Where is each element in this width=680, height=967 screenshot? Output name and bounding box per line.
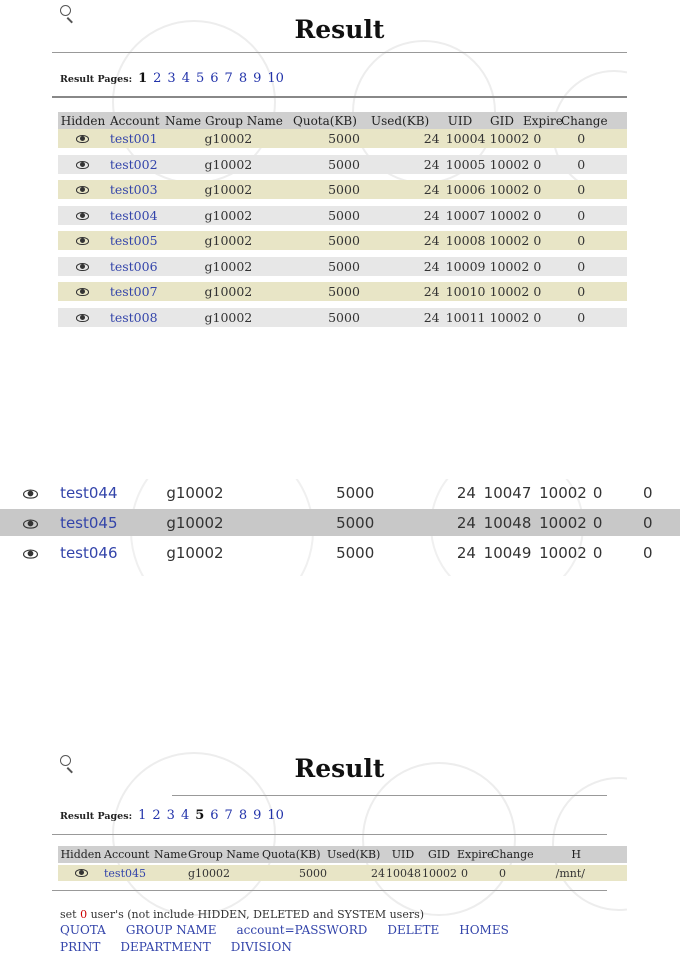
hidden-cell[interactable] — [58, 284, 108, 299]
quota-cell: 5000 — [336, 513, 375, 532]
change-cell: 0 — [577, 207, 586, 223]
page-link-5[interactable]: 5 — [195, 71, 205, 86]
table-row[interactable] — [58, 129, 627, 148]
hidden-cell[interactable] — [58, 131, 108, 146]
table-row[interactable] — [58, 206, 627, 225]
group-cell: g10002 — [204, 156, 253, 172]
home-cell: /mnt/ — [555, 866, 585, 880]
uid-cell: 10007 — [445, 207, 486, 223]
hidden-cell[interactable] — [0, 514, 60, 532]
used-cell: 24 — [371, 866, 385, 880]
page-link-10[interactable]: 10 — [267, 808, 284, 823]
page-link-9[interactable]: 9 — [253, 71, 262, 86]
page-link-8[interactable]: 8 — [238, 808, 248, 823]
pagination — [60, 808, 290, 823]
divider — [52, 52, 627, 53]
account-link[interactable]: test002 — [109, 156, 158, 172]
page-link-3[interactable]: 3 — [167, 71, 176, 86]
quota-cell: 5000 — [328, 284, 360, 299]
used-cell: 24 — [423, 258, 440, 274]
quota-cell: 5000 — [336, 483, 375, 502]
eye-icon[interactable] — [75, 868, 88, 877]
account-link[interactable]: test004 — [109, 207, 158, 223]
result-panel-1 — [52, 0, 627, 340]
group-cell: g10002 — [204, 207, 253, 223]
gid-cell: 10002 — [489, 182, 530, 197]
col-hidden[interactable]: Hidden — [60, 113, 106, 128]
gid-cell: 10002 — [489, 131, 530, 146]
table-row[interactable] — [58, 231, 627, 250]
eye-icon[interactable] — [76, 262, 89, 271]
gid-cell: 10002 — [539, 543, 587, 562]
action-link[interactable]: DELETE — [387, 923, 440, 937]
change-cell: 0 — [577, 258, 586, 274]
account-link[interactable]: test003 — [109, 182, 158, 197]
table-row[interactable] — [58, 282, 627, 301]
change-cell: 0 — [577, 309, 586, 325]
table-row[interactable] — [0, 509, 680, 536]
page-link-6[interactable]: 6 — [210, 71, 219, 86]
expire-cell: 0 — [533, 156, 542, 172]
quota-cell: 5000 — [328, 182, 360, 197]
page-link-8[interactable]: 8 — [238, 71, 248, 86]
page-link-4[interactable]: 4 — [180, 808, 190, 823]
divider — [172, 795, 607, 796]
table-row[interactable] — [58, 865, 627, 881]
group-cell: g10002 — [204, 233, 253, 248]
col-name[interactable]: Name — [165, 113, 202, 128]
action-links-row-1 — [60, 923, 509, 937]
eye-icon[interactable] — [76, 313, 89, 322]
expire-cell: 0 — [533, 233, 542, 248]
account-link[interactable]: test045 — [60, 513, 118, 532]
action-link[interactable]: DEPARTMENT — [120, 940, 211, 954]
quota-cell: 5000 — [328, 131, 360, 146]
change-cell: 0 — [643, 543, 653, 562]
quota-cell: 5000 — [328, 207, 360, 223]
hidden-cell[interactable] — [0, 484, 60, 502]
summary-suffix: user's (not include HIDDEN, DELETED and SYSTEM users) — [90, 908, 425, 921]
page-link-1[interactable]: 1 — [138, 808, 147, 823]
change-cell: 0 — [577, 233, 586, 248]
eye-icon[interactable] — [23, 518, 38, 528]
page-title: Result — [294, 15, 385, 44]
table-row[interactable] — [58, 257, 627, 276]
page-link-4[interactable]: 4 — [181, 71, 190, 86]
hidden-cell[interactable] — [58, 310, 108, 325]
account-link[interactable]: test008 — [109, 309, 158, 325]
change-cell: 0 — [643, 513, 653, 532]
page-link-3[interactable]: 3 — [166, 808, 175, 823]
account-link[interactable]: test045 — [104, 866, 146, 880]
quota-cell: 5000 — [336, 543, 375, 562]
change-cell: 0 — [577, 131, 586, 146]
used-cell: 24 — [456, 483, 476, 502]
col-used[interactable]: Used(KB) — [327, 848, 381, 861]
uid-cell: 10009 — [445, 258, 486, 274]
used-cell: 24 — [423, 284, 440, 299]
table-row[interactable] — [58, 180, 627, 199]
summary-count: 0 — [80, 908, 88, 921]
quota-cell: 5000 — [299, 866, 327, 880]
action-link[interactable]: account=PASSWORD — [236, 923, 368, 937]
eye-icon[interactable] — [76, 160, 89, 169]
divider — [52, 96, 627, 98]
quota-cell: 5000 — [328, 156, 360, 172]
result-panel-2 — [52, 737, 627, 967]
hidden-cell[interactable] — [58, 233, 108, 248]
action-link[interactable]: GROUP NAME — [125, 923, 217, 937]
uid-cell: 10049 — [483, 543, 532, 562]
table-header — [58, 846, 627, 863]
eye-icon[interactable] — [23, 548, 38, 558]
account-link[interactable]: test044 — [60, 483, 118, 502]
used-cell: 24 — [423, 233, 440, 248]
divider — [52, 834, 607, 835]
page-link-5[interactable]: 5 — [195, 808, 205, 823]
col-hidden[interactable]: Hidden — [60, 848, 102, 861]
uid-cell: 10048 — [386, 866, 421, 880]
expire-cell: 0 — [533, 131, 542, 146]
gid-cell: 10002 — [539, 513, 587, 532]
table-row[interactable] — [0, 479, 680, 506]
col-gid[interactable]: GID — [428, 848, 450, 861]
expire-cell: 0 — [461, 866, 468, 880]
uid-cell: 10004 — [445, 131, 486, 146]
expire-cell: 0 — [533, 309, 542, 325]
hidden-cell[interactable] — [58, 259, 108, 274]
action-links-row-2 — [60, 940, 292, 954]
used-cell: 24 — [423, 207, 440, 223]
page-link-10[interactable]: 10 — [267, 71, 284, 86]
col-account[interactable]: Account — [110, 113, 160, 128]
group-cell: g10002 — [204, 284, 253, 299]
eye-icon[interactable] — [76, 211, 89, 220]
uid-cell: 10006 — [445, 182, 486, 197]
uid-cell: 10047 — [483, 483, 532, 502]
account-link[interactable]: test006 — [109, 258, 158, 274]
col-group-name[interactable]: Group Name — [205, 113, 283, 128]
quota-cell: 5000 — [328, 258, 360, 274]
page-link-2[interactable]: 2 — [152, 808, 161, 823]
col-uid[interactable]: UID — [447, 113, 473, 128]
col-quota[interactable]: Quota(KB) — [262, 848, 321, 861]
action-link[interactable]: QUOTA — [60, 923, 106, 937]
gid-cell: 10002 — [422, 866, 457, 880]
used-cell: 24 — [423, 182, 440, 197]
eye-icon[interactable] — [76, 287, 89, 296]
col-change[interactable]: Change — [491, 848, 534, 861]
gid-cell: 10002 — [489, 284, 530, 299]
quota-cell: 5000 — [328, 233, 360, 248]
expire-cell: 0 — [592, 483, 603, 502]
used-cell: 24 — [423, 156, 440, 172]
account-link[interactable]: test007 — [109, 284, 158, 299]
page-link-1[interactable]: 1 — [138, 71, 148, 86]
table-row[interactable] — [58, 308, 627, 327]
group-cell: g10002 — [204, 182, 253, 197]
hidden-cell[interactable] — [0, 544, 60, 562]
table-excerpt — [0, 479, 680, 576]
expire-cell: 0 — [533, 182, 542, 197]
uid-cell: 10008 — [445, 233, 486, 248]
account-link[interactable]: test005 — [109, 233, 158, 248]
eye-icon[interactable] — [23, 488, 38, 498]
page-link-6[interactable]: 6 — [210, 808, 219, 823]
account-link[interactable]: test001 — [109, 131, 158, 146]
gid-cell: 10002 — [539, 483, 587, 502]
expire-cell: 0 — [592, 543, 603, 562]
uid-cell: 10005 — [445, 156, 486, 172]
expire-cell: 0 — [533, 258, 542, 274]
group-cell: g10002 — [166, 483, 224, 502]
col-uid[interactable]: UID — [391, 848, 415, 861]
action-link[interactable]: HOMES — [459, 923, 509, 937]
pagination — [60, 71, 290, 86]
eye-icon[interactable] — [76, 134, 89, 143]
pagination-label: Result Pages: — [60, 811, 133, 822]
page-link-2[interactable]: 2 — [153, 71, 162, 86]
gid-cell: 10002 — [489, 207, 530, 223]
group-cell: g10002 — [204, 309, 253, 325]
group-cell: g10002 — [188, 866, 231, 880]
used-cell: 24 — [423, 131, 440, 146]
group-cell: g10002 — [166, 543, 224, 562]
col-group-name[interactable]: Group Name — [188, 848, 260, 861]
gid-cell: 10002 — [489, 156, 530, 172]
pagination-label: Result Pages: — [60, 74, 133, 85]
gid-cell: 10002 — [489, 309, 530, 325]
action-link[interactable]: PRINT — [60, 940, 101, 954]
col-used[interactable]: Used(KB) — [371, 113, 430, 128]
col-account[interactable]: Account — [104, 848, 150, 861]
table-row[interactable] — [0, 539, 680, 566]
expire-cell: 0 — [533, 207, 542, 223]
change-cell: 0 — [577, 156, 586, 172]
change-cell: 0 — [499, 866, 506, 880]
uid-cell: 10010 — [445, 284, 486, 299]
action-link[interactable]: DIVISION — [230, 940, 292, 954]
gid-cell: 10002 — [489, 233, 530, 248]
used-cell: 24 — [423, 309, 440, 325]
col-name[interactable]: Name — [154, 848, 188, 861]
table-row[interactable] — [58, 155, 627, 174]
col-gid[interactable]: GID — [490, 113, 514, 128]
expire-cell: 0 — [533, 284, 542, 299]
summary-prefix: set — [60, 908, 77, 921]
hidden-cell[interactable] — [58, 208, 108, 223]
group-cell: g10002 — [166, 513, 224, 532]
change-cell: 0 — [643, 483, 653, 502]
col-home[interactable]: H — [571, 848, 581, 861]
page-link-9[interactable]: 9 — [253, 808, 262, 823]
uid-cell: 10011 — [445, 309, 486, 325]
group-cell: g10002 — [204, 131, 253, 146]
quota-cell: 5000 — [328, 309, 360, 325]
gid-cell: 10002 — [489, 258, 530, 274]
summary-text — [60, 908, 424, 921]
eye-icon[interactable] — [76, 236, 89, 245]
page-link-7[interactable]: 7 — [224, 808, 233, 823]
change-cell: 0 — [577, 284, 586, 299]
page-title: Result — [294, 754, 385, 783]
page-link-7[interactable]: 7 — [224, 71, 233, 86]
col-quota[interactable]: Quota(KB) — [293, 113, 357, 128]
col-expire[interactable]: Expire — [457, 848, 494, 861]
used-cell: 24 — [456, 513, 476, 532]
group-cell: g10002 — [204, 258, 253, 274]
divider — [52, 890, 607, 891]
expire-cell: 0 — [592, 513, 603, 532]
change-cell: 0 — [577, 182, 586, 197]
table-header — [58, 112, 627, 129]
col-change[interactable]: Change — [561, 113, 608, 128]
uid-cell: 10048 — [483, 513, 532, 532]
eye-icon[interactable] — [76, 185, 89, 194]
hidden-cell[interactable] — [58, 157, 108, 172]
hidden-cell[interactable] — [58, 867, 104, 880]
hidden-cell[interactable] — [58, 182, 108, 197]
account-link[interactable]: test046 — [60, 543, 118, 562]
used-cell: 24 — [456, 543, 476, 562]
col-expire[interactable]: Expire — [523, 113, 563, 128]
